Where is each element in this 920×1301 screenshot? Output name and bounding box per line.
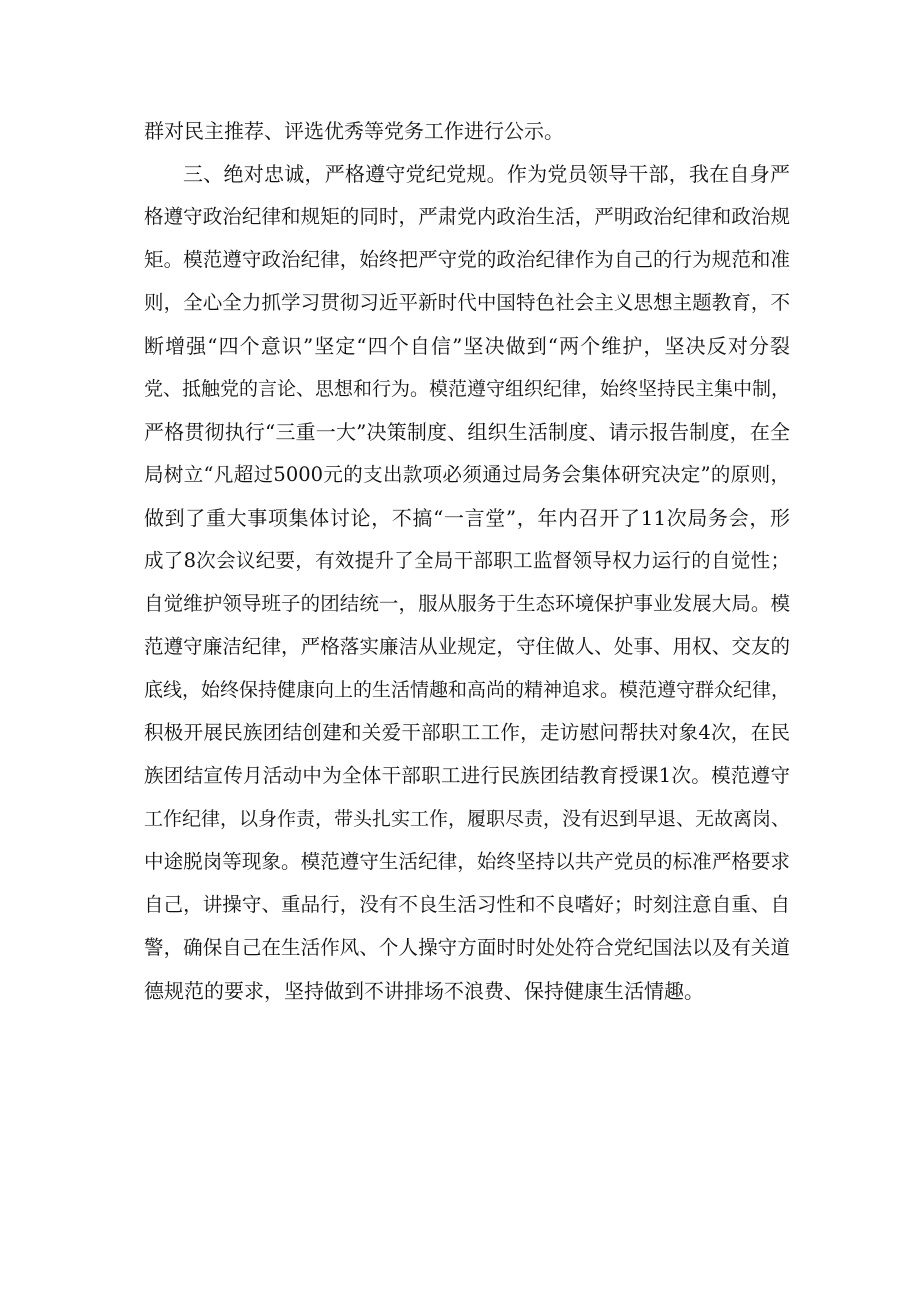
text-line: 群对民主推荐、评选优秀等党务工作进行公示。 [144,119,564,143]
text-line: 工作纪律，以身作责，带头扎实工作，履职尽责，没有迟到早退、无故离岗、 [144,808,791,830]
text-line: 自觉维护领导班子的团结统一，服从服务于生态环境保护事业发展大局。模 [144,592,790,615]
text-line: 积极开展民族团结创建和关爱干部职工工作，走访慰问帮扶对象4次，在民 [144,721,790,744]
text-line: 做到了重大事项集体讨论，不搞“一言堂”，年内召开了11次局务会，形 [144,506,790,530]
text-line: 族团结宣传月活动中为全体干部职工进行民族团结教育授课1次。模范遵守 [144,764,790,787]
text-line: 中途脱岗等现象。模范遵守生活纪律，始终坚持以共产党员的标准严格要求 [144,850,790,873]
text-line: 底线，始终保持健康向上的生活情趣和高尚的精神追求。模范遵守群众纪律， [144,679,791,701]
text-line: 自己，讲操守、重品行，没有不良生活习性和不良嗜好；时刻注意自重、自 [144,893,790,916]
text-line: 党、抵触党的言论、思想和行为。模范遵守组织纪律，始终坚持民主集中制， [144,378,791,400]
text-line: 矩。模范遵守政治纪律，始终把严守党的政治纪律作为自己的行为规范和准 [144,248,790,271]
text-line: 德规范的要求，坚持做到不讲排场不浪费、保持健康生活情趣。 [144,979,704,1003]
text-line: 断增强“四个意识”坚定“四个自信”坚决做到“两个维护，坚决反对分裂 [144,334,790,358]
text-line: 格遵守政治纪律和规矩的同时，严肃党内政治生活，严明政治纪律和政治规 [144,205,790,228]
text-line: 成了8次会议纪要，有效提升了全局干部职工监督领导权力运行的自觉性； [144,549,790,572]
text-line: 则，全心全力抓学习贯彻习近平新时代中国特色社会主义思想主题教育，不 [144,291,790,314]
text-line: 警，确保自己在生活作风、个人操守方面时时处处符合党纪国法以及有关道 [144,936,790,959]
text-line: 三、绝对忠诚，严格遵守党纪党规。作为党员领导干部，我在自身严 [183,162,790,186]
text-line: 严格贯彻执行“三重一大”决策制度、组织生活制度、请示报告制度，在全 [144,420,790,444]
text-line: 范遵守廉洁纪律，严格落实廉洁从业规定，守住做人、处事、用权、交友的 [144,635,790,658]
text-line: 局树立“凡超过5000元的支出款项必须通过局务会集体研究决定”的原则， [144,463,790,486]
